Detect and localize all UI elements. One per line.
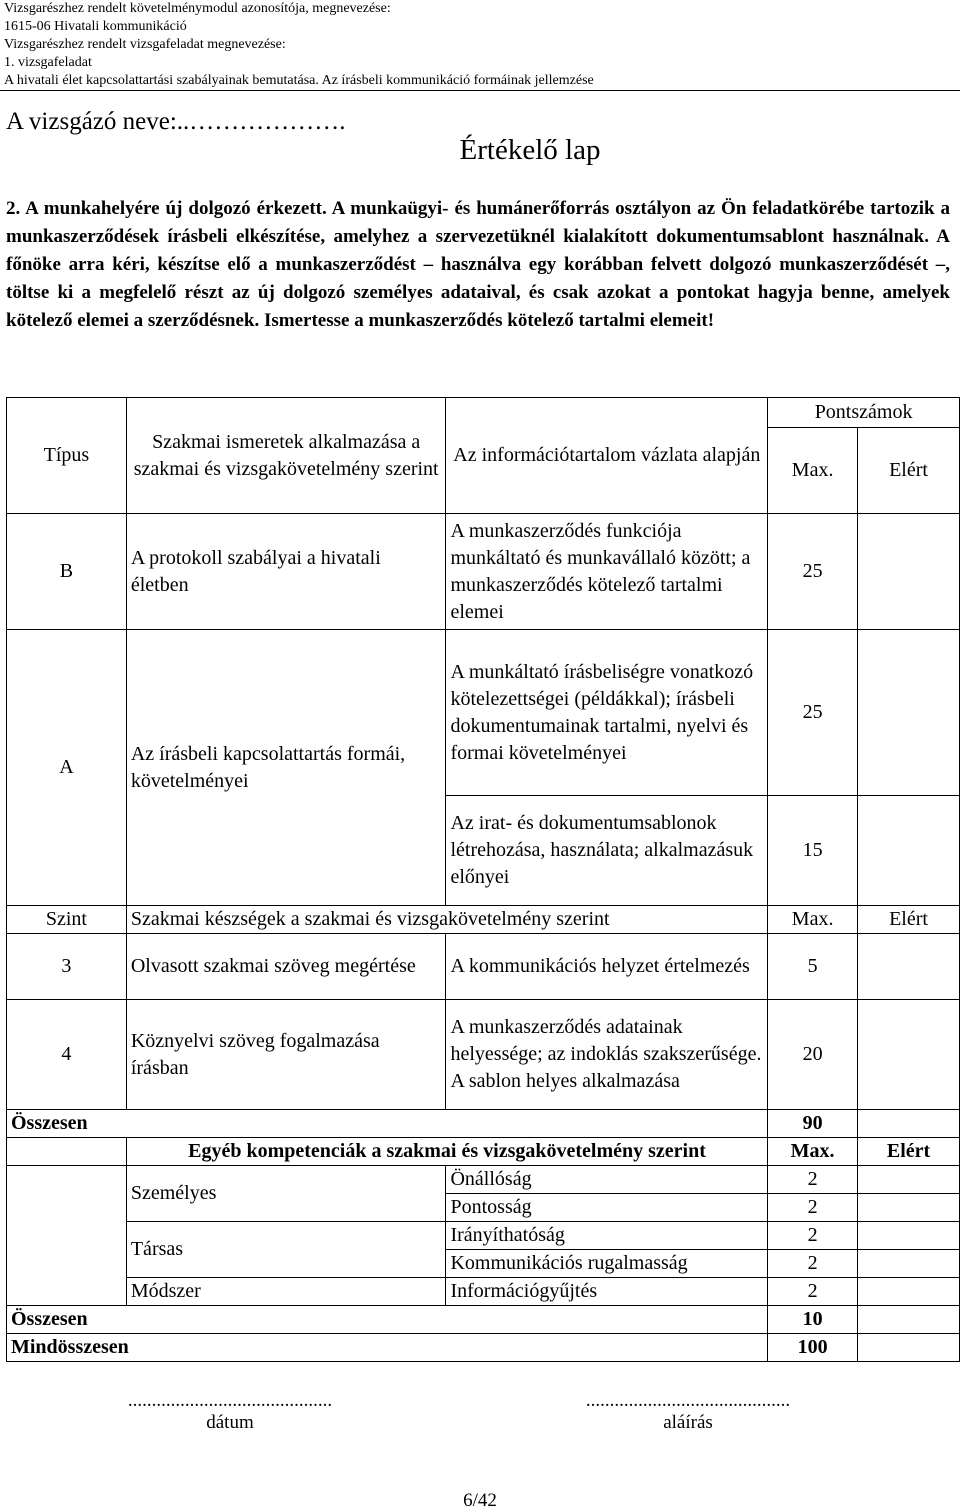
header-line: Vizsgarészhez rendelt vizsgafeladat megnevezése:	[4, 37, 286, 52]
other-header-max: Max.	[768, 1138, 858, 1166]
row-achieved	[858, 630, 960, 796]
row-topic: Az írásbeli kapcsolattartás formái, követelményei	[126, 630, 446, 906]
skill-info: A munkaszerződés adatainak helyessége; az indoklás szakszerűsége. A sablon helyes alkalmazása	[446, 1000, 768, 1110]
header-info: Az információtartalom vázlata alapján	[446, 398, 768, 514]
skills-header-max: Max.	[768, 906, 858, 934]
competency-max: 2	[768, 1166, 858, 1194]
subtotal-label: Összesen	[7, 1306, 768, 1334]
row-achieved	[858, 796, 960, 906]
skills-header-level: Szint	[7, 906, 127, 934]
empty-cell	[7, 1138, 127, 1166]
skill-name: Olvasott szakmai szöveg megértése	[126, 934, 446, 1000]
page-number: 6/42	[463, 1490, 497, 1511]
competency-achieved	[858, 1166, 960, 1194]
row-info: Az irat- és dokumentumsablonok létrehozása, használata; alkalmazásuk előnyei	[446, 796, 768, 906]
header-points: Pontszámok	[768, 398, 960, 428]
competency-max: 2	[768, 1222, 858, 1250]
page-title: Értékelő lap	[459, 134, 601, 166]
competency-group: Módszer	[126, 1278, 446, 1306]
competency-achieved	[858, 1250, 960, 1278]
row-max: 15	[768, 796, 858, 906]
header-knowledge: Szakmai ismeretek alkalmazása a szakmai és vizsgakövetelmény szerint	[126, 398, 446, 514]
document-header	[4, 0, 594, 90]
row-type: A	[7, 630, 127, 906]
row-max: 25	[768, 630, 858, 796]
skills-header-title: Szakmai készségek a szakmai és vizsgakövetelmény szerint	[126, 906, 767, 934]
skill-level: 4	[7, 1000, 127, 1110]
row-info: A munkaszerződés funkciója munkáltató és munkavállaló között; a munkaszerződés kötelező tartalmi elemei	[446, 514, 768, 630]
competency-max: 2	[768, 1194, 858, 1222]
skill-achieved	[858, 934, 960, 1000]
header-line: Vizsgarészhez rendelt követelménymodul azonosítója, megnevezése:	[4, 1, 391, 16]
other-header-title: Egyéb kompetenciák a szakmai és vizsgakövetelmény szerint	[126, 1138, 767, 1166]
other-header-achieved: Elért	[858, 1138, 960, 1166]
row-achieved	[858, 514, 960, 630]
subtotal-label: Összesen	[7, 1110, 768, 1138]
grand-total-value: 100	[768, 1334, 858, 1362]
task-description: 2. A munkahelyére új dolgozó érkezett. A munkaügyi- és humánerőforrás osztályon az Ön feladatkörébe tartozik a munkaszerződések írásbeli elkészítése, amelyhez a szervezetüknél kialakított dokumentumsablont használnak. A főnöke arra kéri, készítse elő a munkaszerződést – használva egy korábban felvett dolgozó munkaszerződését –, töltse ki a megfelelő részt az új dolgozó személyes adataival, és csak azokat a pontokat hagyja benne, amelyek kötelező elemei a szerződésnek. Ismertesse a munkaszerződés kötelező tartalmi elemeit!	[6, 198, 950, 331]
competency-max: 2	[768, 1278, 858, 1306]
skill-max: 5	[768, 934, 858, 1000]
row-type: B	[7, 514, 127, 630]
competency-item: Önállóság	[446, 1166, 768, 1194]
skill-max: 20	[768, 1000, 858, 1110]
competency-achieved	[858, 1222, 960, 1250]
header-achieved: Elért	[858, 428, 960, 514]
competency-max: 2	[768, 1250, 858, 1278]
skill-level: 3	[7, 934, 127, 1000]
header-line: A hivatali élet kapcsolattartási szabályainak bemutatása. Az írásbeli kommunikáció formáinak jellemzése	[4, 73, 594, 88]
header-line: 1. vizsgafeladat	[4, 55, 92, 70]
date-signature-block	[80, 1390, 380, 1434]
competency-item: Pontosság	[446, 1194, 768, 1222]
date-dots: ...........................................	[127, 1390, 333, 1411]
skill-info: A kommunikációs helyzet értelmezés	[446, 934, 768, 1000]
grand-total-label: Mindösszesen	[7, 1334, 768, 1362]
skills-header-achieved: Elért	[858, 906, 960, 934]
row-max: 25	[768, 514, 858, 630]
candidate-name: A vizsgázó neve:..……………….	[6, 108, 346, 135]
evaluation-table	[6, 397, 960, 1362]
competency-group: Személyes	[126, 1166, 446, 1222]
header-type: Típus	[7, 398, 127, 514]
grand-total-achieved	[858, 1334, 960, 1362]
empty-cell	[7, 1166, 127, 1306]
header-divider	[0, 90, 960, 91]
skill-name: Köznyelvi szöveg fogalmazása írásban	[126, 1000, 446, 1110]
competency-item: Információgyűjtés	[446, 1278, 768, 1306]
subtotal-value: 90	[768, 1110, 858, 1138]
skill-achieved	[858, 1000, 960, 1110]
competency-achieved	[858, 1194, 960, 1222]
header-line: 1615-06 Hivatali kommunikáció	[4, 19, 187, 34]
subtotal-value: 10	[768, 1306, 858, 1334]
signature-block	[538, 1390, 838, 1434]
date-label: dátum	[206, 1412, 254, 1433]
competency-group: Társas	[126, 1222, 446, 1278]
competency-item: Irányíthatóság	[446, 1222, 768, 1250]
competency-achieved	[858, 1278, 960, 1306]
row-topic: A protokoll szabályai a hivatali életben	[126, 514, 446, 630]
subtotal-achieved	[858, 1306, 960, 1334]
row-info: A munkáltató írásbeliségre vonatkozó kötelezettségei (példákkal); írásbeli dokumentumainak tartalmi, nyelvi és formai követelményei	[446, 630, 768, 796]
header-max: Max.	[768, 428, 858, 514]
competency-item: Kommunikációs rugalmasság	[446, 1250, 768, 1278]
signature-label: aláírás	[663, 1412, 713, 1433]
signature-dots: ...........................................	[585, 1390, 791, 1411]
subtotal-achieved	[858, 1110, 960, 1138]
